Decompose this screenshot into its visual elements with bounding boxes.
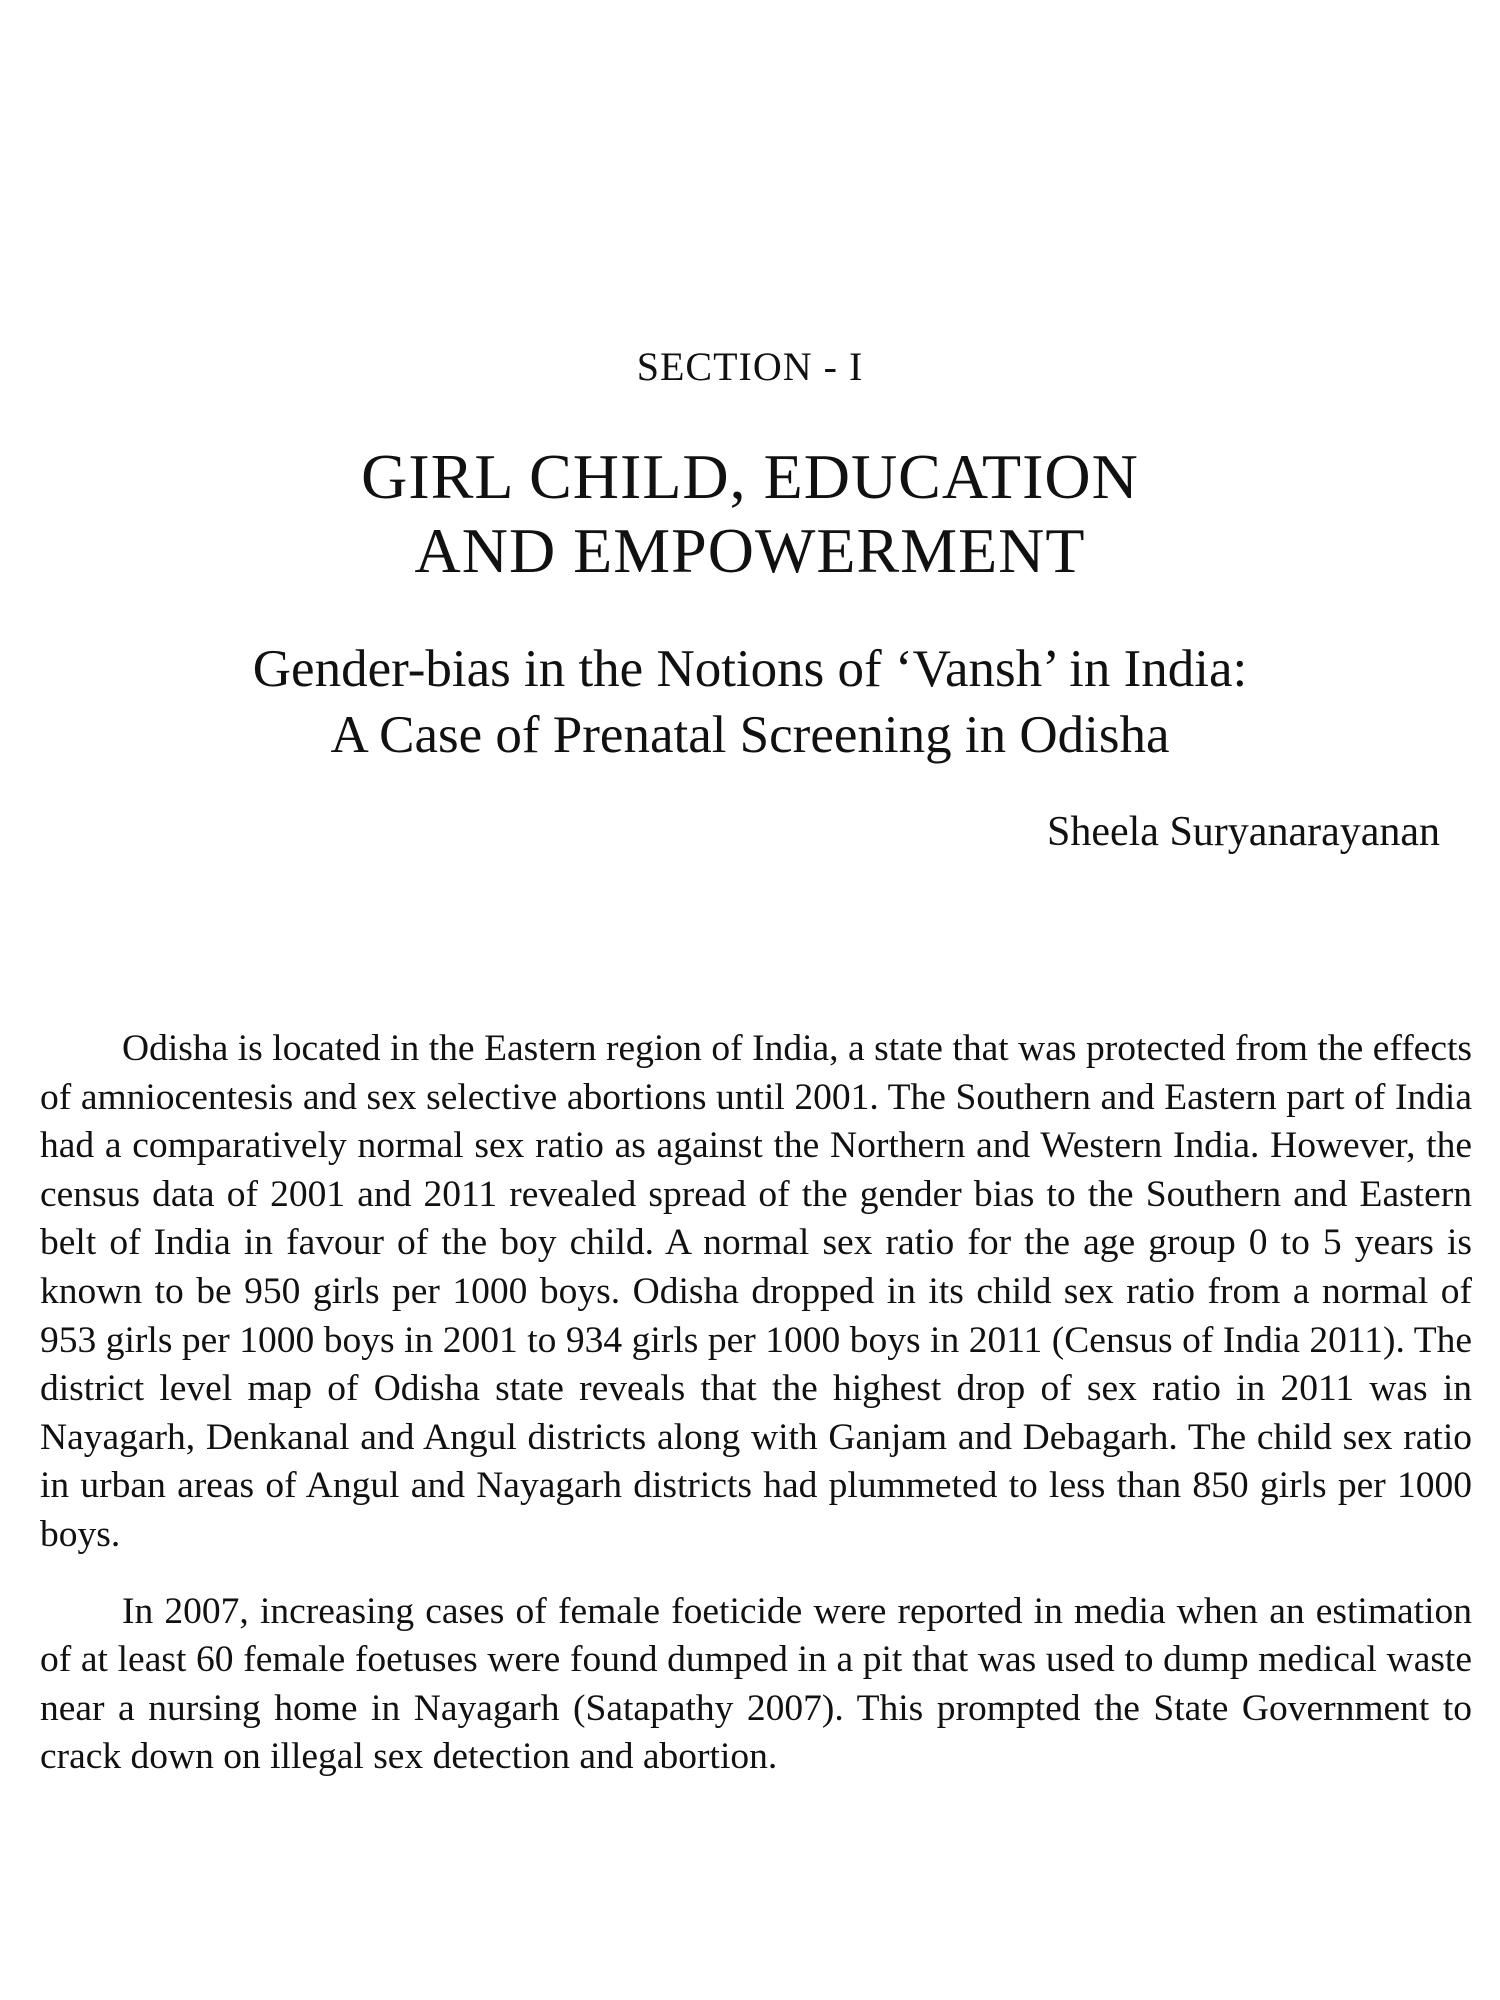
chapter-subtitle bbox=[0, 636, 1500, 768]
section-label: SECTION - I bbox=[636, 344, 864, 389]
body-text bbox=[40, 1025, 1472, 1810]
main-title-line-2: AND EMPOWERMENT bbox=[414, 515, 1086, 586]
body-paragraph-2: In 2007, increasing cases of female foeticide were reported in media when an estimation of at least 60 female foetuses were found dumped in a pit that was used to dump medical waste near a nursing home in Nayagarh (Satapathy 2007). This prompted the State Government to crack down on illegal sex detection and abortion. bbox=[40, 1590, 1472, 1778]
author-name: Sheela Suryanarayanan bbox=[1047, 809, 1440, 855]
main-title-line-1: GIRL CHILD, EDUCATION bbox=[361, 441, 1139, 512]
chapter-subtitle-line-2: A Case of Prenatal Screening in Odisha bbox=[330, 706, 1170, 764]
chapter-subtitle-line-1: Gender-bias in the Notions of ‘Vansh’ in India: bbox=[252, 640, 1248, 698]
main-title bbox=[0, 440, 1500, 588]
body-paragraph-1: Odisha is located in the Eastern region of India, a state that was protected from the effects of amniocentesis and sex selective abortions until 2001. The Southern and Eastern part of India had a comparatively normal sex ratio as against the Northern and Western India. However, the census data of 2001 and 2011 revealed spread of the gender bias to the Southern and Eastern belt of India in favour of the boy child. A normal sex ratio for the age group 0 to 5 years is known to be 950 girls per 1000 boys. Odisha dropped in its child sex ratio from a normal of 953 girls per 1000 boys in 2001 to 934 girls per 1000 boys in 2011 (Census of India 2011). The district level map of Odisha state reveals that the highest drop of sex ratio in 2011 was in Nayagarh, Denkanal and Angul districts along with Ganjam and Debagarh. The child sex ratio in urban areas of Angul and Nayagarh districts had plummeted to less than 850 girls per 1000 boys. bbox=[40, 1028, 1472, 1555]
